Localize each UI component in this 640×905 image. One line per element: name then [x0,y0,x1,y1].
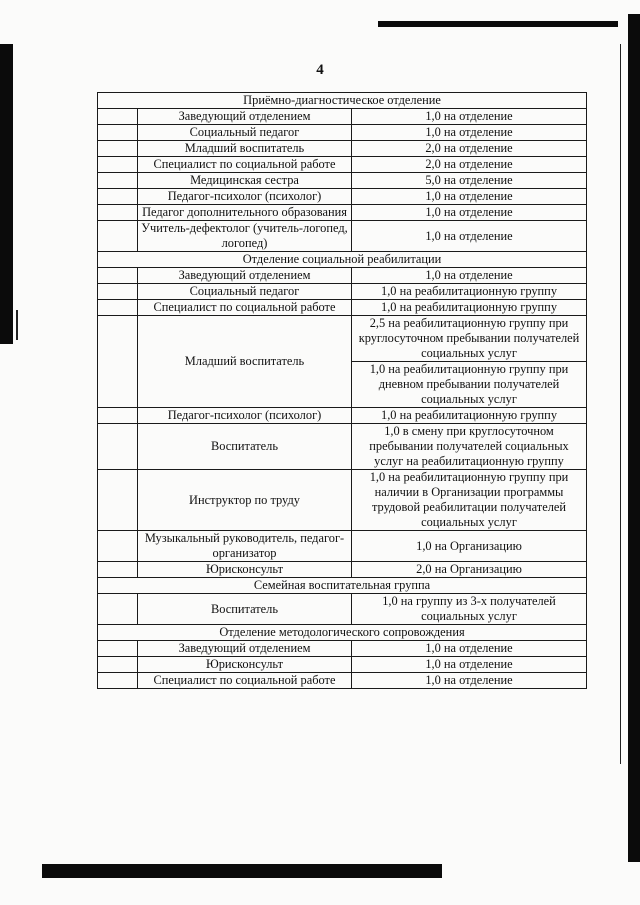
table-row [98,673,587,689]
row-number-cell [98,641,138,657]
quota-cell: 1,0 на отделение [352,125,587,141]
section-title: Семейная воспитательная группа [98,578,587,594]
position-cell: Социальный педагог [138,125,352,141]
table-row [98,173,587,189]
position-cell: Специалист по социальной работе [138,157,352,173]
quota-cell: 1,0 на реабилитационную группу [352,284,587,300]
table-row [98,268,587,284]
position-cell: Специалист по социальной работе [138,673,352,689]
quota-cell: 1,0 на реабилитационную группу [352,408,587,424]
table-row [98,594,587,625]
section-header-row [98,252,587,268]
row-number-cell [98,109,138,125]
row-number-cell [98,594,138,625]
quota-cell: 1,0 на отделение [352,673,587,689]
row-number-cell [98,173,138,189]
table-row [98,408,587,424]
quota-cell: 1,0 на отделение [352,221,587,252]
row-number-cell [98,125,138,141]
position-cell: Специалист по социальной работе [138,300,352,316]
position-cell: Музыкальный руководитель, педагог-организатор [138,531,352,562]
table-row [98,125,587,141]
section-header-row [98,578,587,594]
quota-cell: 1,0 на отделение [352,109,587,125]
row-number-cell [98,284,138,300]
row-number-cell [98,157,138,173]
position-cell: Младший воспитатель [138,316,352,408]
quota-cell: 1,0 на реабилитационную группу при наличии в Организации программы трудовой реабилитации получателей социальных услуг [352,470,587,531]
page-number: 4 [316,62,324,78]
quota-cell: 1,0 на Организацию [352,531,587,562]
table-row [98,531,587,562]
quota-cell: 1,0 на отделение [352,641,587,657]
section-title: Приёмно-диагностическое отделение [98,93,587,109]
staffing-table-body [98,93,587,689]
quota-cell: 1,0 на отделение [352,268,587,284]
table-row [98,300,587,316]
row-number-cell [98,470,138,531]
row-number-cell [98,316,138,408]
scan-edge-left-black [0,44,13,344]
position-cell: Педагог-психолог (психолог) [138,408,352,424]
quota-cell: 1,0 на отделение [352,205,587,221]
quota-cell: 2,0 на отделение [352,157,587,173]
row-number-cell [98,205,138,221]
row-number-cell [98,562,138,578]
quota-cell: 1,0 на реабилитационную группу при дневном пребывании получателей социальных услуг [352,362,587,408]
position-cell: Социальный педагог [138,284,352,300]
table-row [98,316,587,362]
position-cell: Заведующий отделением [138,109,352,125]
row-number-cell [98,408,138,424]
scan-edge-top-black [378,21,618,27]
quota-cell: 2,0 на отделение [352,141,587,157]
section-header-row [98,625,587,641]
quota-cell: 1,0 на группу из 3-х получателей социальных услуг [352,594,587,625]
scan-edge-bottom-black [42,864,442,878]
section-title: Отделение методологического сопровождения [98,625,587,641]
table-row [98,657,587,673]
row-number-cell [98,424,138,470]
quota-cell: 2,0 на Организацию [352,562,587,578]
scan-edge-left-line [16,310,18,340]
position-cell: Воспитатель [138,594,352,625]
position-cell: Инструктор по труду [138,470,352,531]
scan-edge-right-line [620,44,621,764]
position-cell: Заведующий отделением [138,268,352,284]
row-number-cell [98,531,138,562]
row-number-cell [98,268,138,284]
quota-cell: 1,0 на отделение [352,657,587,673]
quota-cell: 1,0 на реабилитационную группу [352,300,587,316]
row-number-cell [98,673,138,689]
quota-cell: 2,5 на реабилитационную группу при круглосуточном пребывании получателей социальных услуг [352,316,587,362]
quota-cell: 1,0 в смену при круглосуточном пребывании получателей социальных услуг на реабилитационную группу [352,424,587,470]
row-number-cell [98,221,138,252]
table-row [98,221,587,252]
table-row [98,470,587,531]
section-header-row [98,93,587,109]
position-cell: Учитель-дефектолог (учитель-логопед, логопед) [138,221,352,252]
position-cell: Медицинская сестра [138,173,352,189]
table-row [98,562,587,578]
row-number-cell [98,300,138,316]
position-cell: Младший воспитатель [138,141,352,157]
row-number-cell [98,657,138,673]
position-cell: Педагог-психолог (психолог) [138,189,352,205]
position-cell: Педагог дополнительного образования [138,205,352,221]
row-number-cell [98,141,138,157]
position-cell: Юрисконсульт [138,657,352,673]
position-cell: Заведующий отделением [138,641,352,657]
table-row [98,189,587,205]
position-cell: Воспитатель [138,424,352,470]
table-row [98,641,587,657]
table-row [98,109,587,125]
row-number-cell [98,189,138,205]
scan-edge-right-black [628,14,640,862]
table-row [98,284,587,300]
table-row [98,157,587,173]
quota-cell: 5,0 на отделение [352,173,587,189]
table-row [98,424,587,470]
quota-cell: 1,0 на отделение [352,189,587,205]
position-cell: Юрисконсульт [138,562,352,578]
table-row [98,205,587,221]
staffing-table [97,92,587,689]
table-row [98,141,587,157]
section-title: Отделение социальной реабилитации [98,252,587,268]
